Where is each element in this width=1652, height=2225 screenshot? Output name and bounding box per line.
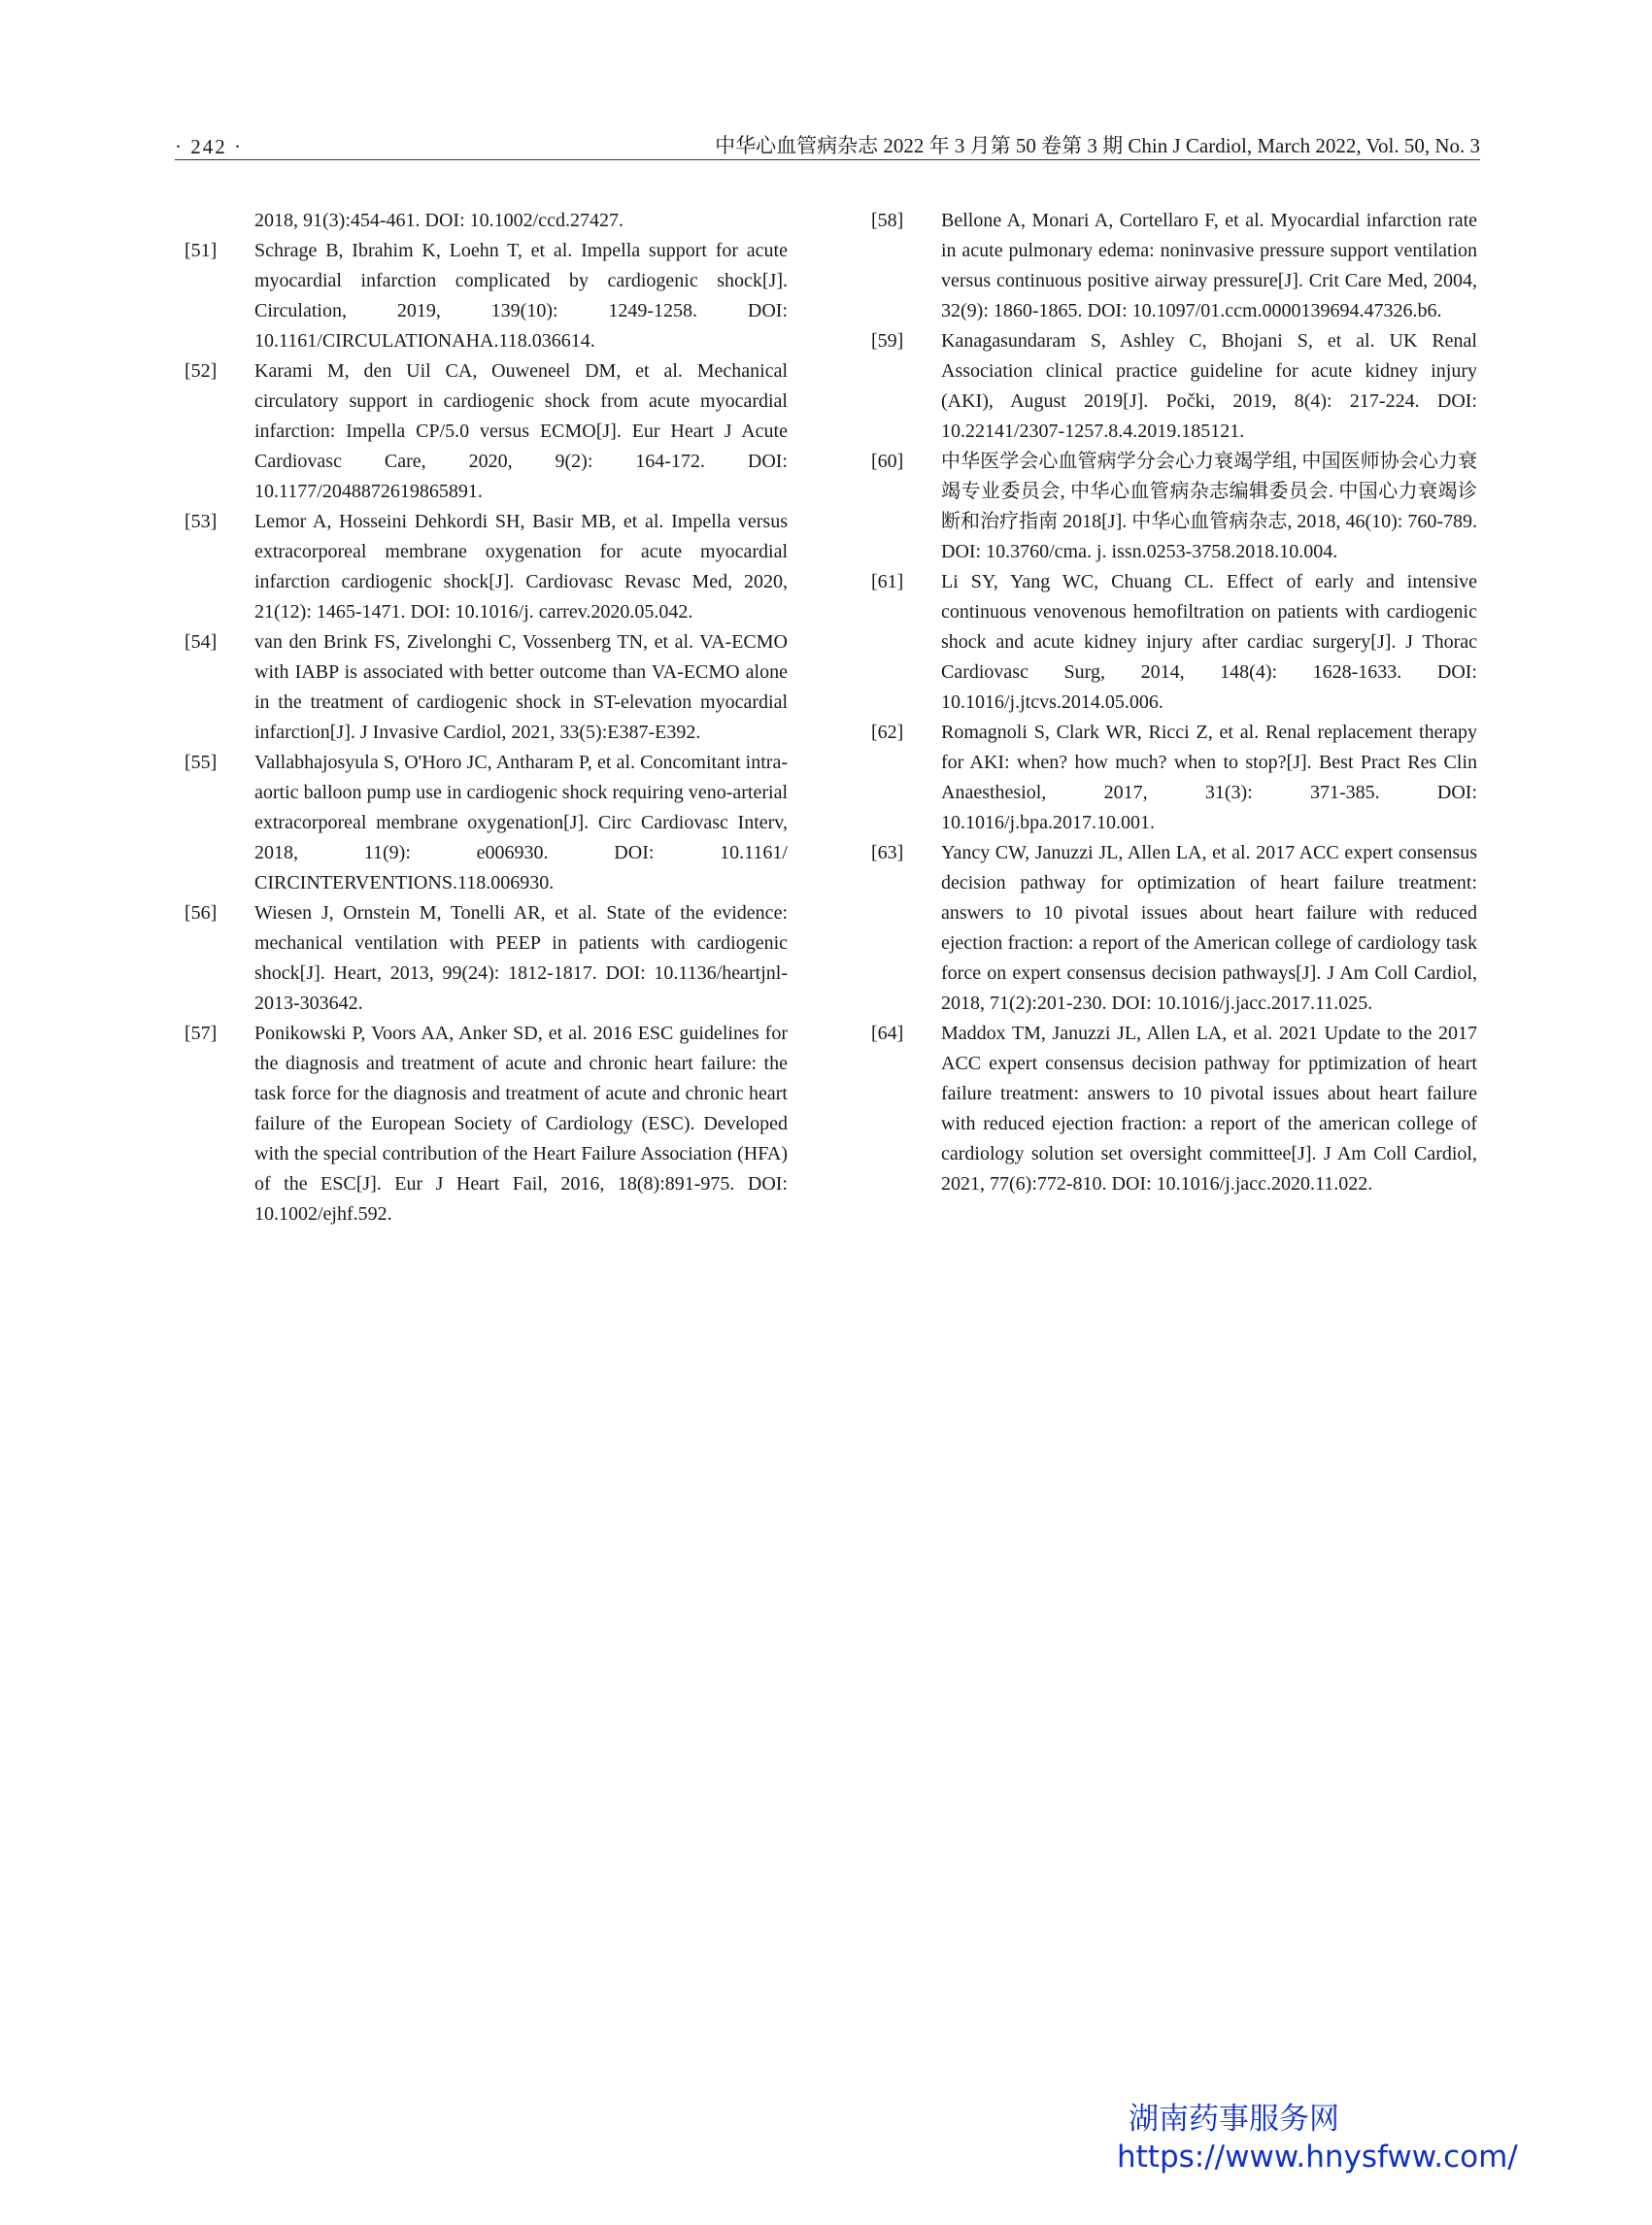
reference-text: Schrage B, Ibrahim K, Loehn T, et al. Impella support for acute myocardial infarction complicated by cardiogenic shock[J]. Circulation, 2019, 139(10): 1249-1258. DOI: 10.1161/CIRCULATIONAHA.118.036614. (254, 240, 788, 352)
reference-text: Bellone A, Monari A, Cortellaro F, et al. Myocardial infarction rate in acute pulmonary edema: noninvasive pressure support ventilation versus continuous positive airway pressure[J]. Crit Care Med, 2004, 32(9): 1860-1865. DOI: 10.1097/01.ccm.0000139694.47326.b6. (941, 210, 1477, 321)
reference-entry (871, 718, 1477, 838)
reference-entry (185, 236, 788, 356)
reference-entry (185, 627, 788, 748)
reference-entry (185, 748, 788, 898)
reference-number: [64] (871, 1023, 904, 1044)
reference-number: [57] (185, 1023, 218, 1044)
reference-text: Lemor A, Hosseini Dehkordi SH, Basir MB, et al. Impella versus extracorporeal membrane oxygenation for acute myocardial infarction cardiogenic shock[J]. Cardiovasc Revasc Med, 2020, 21(12): 1465-1471. DOI: 10.1016/j. carrev.2020.05.042. (254, 511, 788, 623)
reference-entry (185, 206, 788, 236)
reference-text: Li SY, Yang WC, Chuang CL. Effect of early and intensive continuous venovenous hemofiltration on patients with cardiogenic shock and acute kidney injury after cardiac surgery[J]. J Thorac Cardiovasc Surg, 2014, 148(4): 1628-1633. DOI: 10.1016/j.jtcvs.2014.05.006. (941, 571, 1477, 713)
watermark-url-link[interactable]: https://www.hnysfww.com/ (1117, 2140, 1518, 2174)
reference-column-left (185, 206, 788, 1230)
reference-number: [56] (185, 902, 218, 924)
reference-text: Yancy CW, Januzzi JL, Allen LA, et al. 2017 ACC expert consensus decision pathway for optimization of heart failure treatment: answers to 10 pivotal issues about heart failure with reduced ejection fraction: a report of the American college of cardiology task force on expert consensus decision pathways[J]. J Am Coll Cardiol, 2018, 71(2):201-230. DOI: 10.1016/j.jacc.2017.11.025. (941, 842, 1477, 1014)
reference-entry (185, 356, 788, 507)
reference-entry (185, 507, 788, 627)
reference-number: [59] (871, 330, 904, 352)
reference-number: [53] (185, 511, 218, 532)
reference-text: Wiesen J, Ornstein M, Tonelli AR, et al. State of the evidence: mechanical ventilation with PEEP in patients with cardiogenic shock[J]. Heart, 2013, 99(24): 1812-1817. DOI: 10.1136/heartjnl-2013-303642. (254, 902, 788, 1014)
reference-number: [52] (185, 360, 218, 382)
reference-text: Ponikowski P, Voors AA, Anker SD, et al. 2016 ESC guidelines for the diagnosis and treatment of acute and chronic heart failure: the task force for the diagnosis and treatment of acute and chronic heart failure of the European Society of Cardiology (ESC). Developed with the special contribution of the Heart Failure Association (HFA) of the ESC[J]. Eur J Heart Fail, 2016, 18(8):891-975. DOI: 10.1002/ejhf.592. (254, 1023, 788, 1225)
reference-column-right (871, 206, 1477, 1199)
reference-number: [61] (871, 571, 904, 592)
reference-number: [51] (185, 240, 218, 261)
reference-number: [60] (871, 451, 904, 472)
reference-text: Kanagasundaram S, Ashley C, Bhojani S, et al. UK Renal Association clinical practice guideline for acute kidney injury (AKI), August 2019[J]. Počki, 2019, 8(4): 217-224. DOI: 10.22141/2307-1257.8.4.2019.185121. (941, 330, 1477, 442)
site-watermark (1117, 2100, 1525, 2175)
reference-text: 中华医学会心血管病学分会心力衰竭学组, 中国医师协会心力衰竭专业委员会, 中华心血管病杂志编辑委员会. 中国心力衰竭诊断和治疗指南 2018[J]. 中华心血管病杂志, 2018, 46(10): 760-789. DOI: 10.3760/cma. j. issn.0253-3758.2018.10.004. (941, 451, 1477, 562)
reference-entry (871, 567, 1477, 718)
reference-entry (871, 326, 1477, 447)
page-number: · 242 · (175, 135, 243, 158)
watermark-site-name: 湖南药事服务网 (1129, 2102, 1339, 2137)
reference-text: Maddox TM, Januzzi JL, Allen LA, et al. 2021 Update to the 2017 ACC expert consensus decision pathway for pptimization of heart failure treatment: answers to 10 pivotal issues about heart failure with reduced ejection fraction: a report of the american college of cardiology solution set oversight committee[J]. J Am Coll Cardiol, 2021, 77(6):772-810. DOI: 10.1016/j.jacc.2020.11.022. (941, 1023, 1477, 1195)
reference-entry (185, 898, 788, 1019)
reference-number: [62] (871, 722, 904, 743)
journal-citation-line: 中华心血管病杂志 2022 年 3 月第 50 卷第 3 期 Chin J Cardiol, March 2022, Vol. 50, No. 3 (715, 134, 1480, 157)
reference-text: Karami M, den Uil CA, Ouweneel DM, et al. Mechanical circulatory support in cardiogenic shock from acute myocardial infarction: Impella CP/5.0 versus ECMO[J]. Eur Heart J Acute Cardiovasc Care, 2020, 9(2): 164-172. DOI: 10.1177/2048872619865891. (254, 360, 788, 502)
reference-text: van den Brink FS, Zivelonghi C, Vossenberg TN, et al. VA-ECMO with IABP is associated with better outcome than VA-ECMO alone in the treatment of cardiogenic shock in ST-elevation myocardial infarction[J]. J Invasive Cardiol, 2021, 33(5):E387-E392. (254, 631, 788, 743)
reference-number: [63] (871, 842, 904, 863)
reference-entry (185, 1019, 788, 1230)
reference-entry (871, 838, 1477, 1019)
reference-number: [58] (871, 210, 904, 231)
reference-entry (871, 1019, 1477, 1199)
reference-text: Vallabhajosyula S, O'Horo JC, Antharam P, et al. Concomitant intra-aortic balloon pump use in cardiogenic shock requiring veno-arterial extracorporeal membrane oxygenation[J]. Circ Cardiovasc Interv, 2018, 11(9): e006930. DOI: 10.1161/ CIRCINTERVENTIONS.118.006930. (254, 752, 788, 893)
reference-number: [54] (185, 631, 218, 653)
running-header (175, 130, 1480, 160)
reference-number: [55] (185, 752, 218, 773)
reference-entry (871, 206, 1477, 326)
reference-text: Romagnoli S, Clark WR, Ricci Z, et al. Renal replacement therapy for AKI: when? how much? when to stop?[J]. Best Pract Res Clin Anaesthesiol, 2017, 31(3): 371-385. DOI: 10.1016/j.bpa.2017.10.001. (941, 722, 1477, 833)
reference-text: 2018, 91(3):454-461. DOI: 10.1002/ccd.27427. (254, 210, 624, 231)
reference-entry (871, 447, 1477, 567)
